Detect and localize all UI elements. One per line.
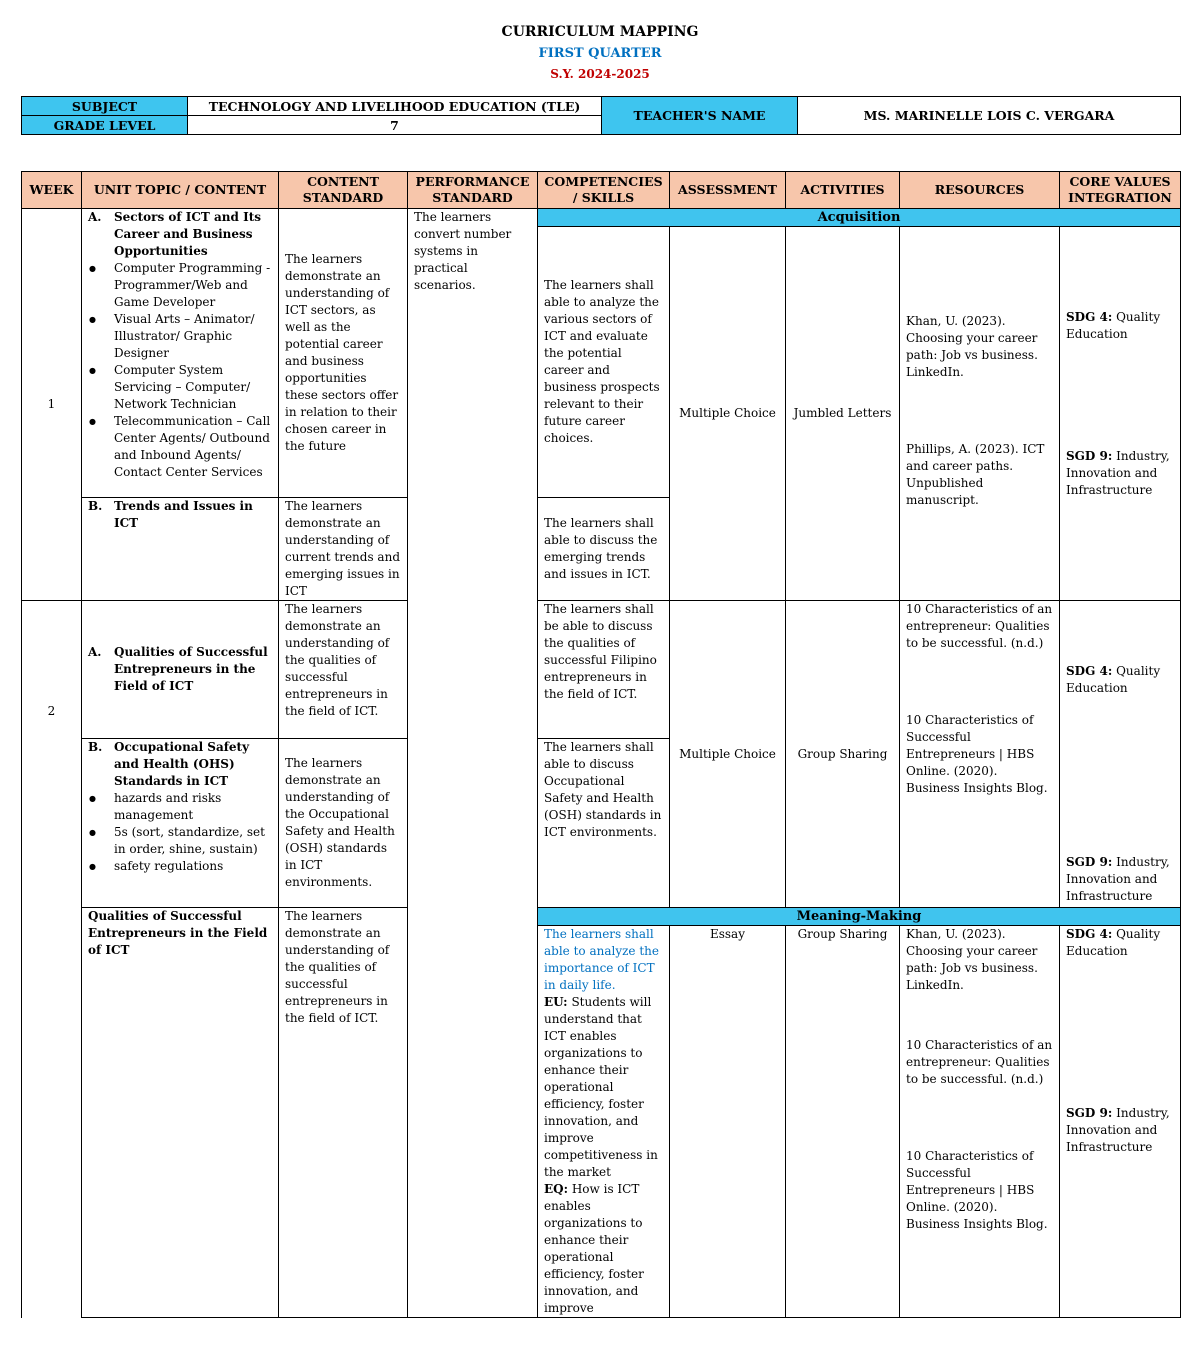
activity-cell: Group Sharing xyxy=(786,601,900,908)
core-value-item xyxy=(1066,926,1174,960)
core-value-item xyxy=(1066,854,1174,905)
core-value-code: SDG 4: xyxy=(1066,664,1113,678)
topic-title: Qualities of Successful Entrepreneurs in the Field of ICT xyxy=(114,645,268,693)
assessment-cell: Multiple Choice xyxy=(670,227,786,601)
teacher-value: MS. MARINELLE LOIS C. VERGARA xyxy=(798,97,1181,135)
core-value-text: Industry, Innovation and Infrastructure xyxy=(1066,1106,1170,1154)
essential-question xyxy=(544,1181,663,1317)
competency-cell: The learners shall be able to discuss the qualities of successful Filipino entrepreneurs in the field of ICT. xyxy=(538,601,670,739)
core-value-code: SGD 9: xyxy=(1066,855,1113,869)
school-year-label: S.Y. 2024-2025 xyxy=(550,67,650,81)
resource-item: 10 Characteristics of Successful Entrepreneurs | HBS Online. (2020). Business Insights Blog. xyxy=(906,713,1048,795)
resource-item: 10 Characteristics of an entrepreneur: Qualities to be successful. (n.d.) xyxy=(906,602,1053,650)
activity-cell: Jumbled Letters xyxy=(786,227,900,601)
col-header-core-values: CORE VALUES INTEGRATION xyxy=(1060,172,1181,209)
core-value-code: SGD 9: xyxy=(1066,449,1113,463)
topic-letter: A. xyxy=(88,210,102,224)
list-item: ● Telecommunication – Call Center Agents/ Outbound and Inbound Agents/ Contact Center Services xyxy=(114,413,272,481)
core-values-cell xyxy=(1060,601,1181,908)
unit-topic-cell xyxy=(82,209,279,498)
list-item: ● Computer System Servicing – Computer/ Network Technician xyxy=(114,362,272,413)
section-acquisition: Acquisition xyxy=(538,209,1181,227)
competency-cell xyxy=(538,926,670,1318)
core-value-text: Quality Education xyxy=(1066,310,1161,341)
topic-bullet-list xyxy=(88,790,272,875)
content-standard-cell: The learners demonstrate an understanding of ICT sectors, as well as the potential career and business opportunities these sectors offer in relation to their chosen career in the future xyxy=(279,209,408,498)
eq-label: EQ: xyxy=(544,1182,569,1196)
core-value-code: SDG 4: xyxy=(1066,927,1113,941)
col-header-performance-standard: PERFORMANCE STANDARD xyxy=(408,172,538,209)
activity-cell: Group Sharing xyxy=(786,926,900,1318)
competency-text: The learners shall able to analyze the importance of ICT in daily life. xyxy=(544,927,659,992)
competency-cell: The learners shall able to discuss the emerging trends and issues in ICT. xyxy=(538,498,670,601)
col-header-resources: RESOURCES xyxy=(900,172,1060,209)
performance-standard-cell: The learners convert number systems in practical scenarios. xyxy=(408,209,538,1318)
col-header-assessment: ASSESSMENT xyxy=(670,172,786,209)
teacher-label: TEACHER'S NAME xyxy=(602,97,798,135)
resources-cell xyxy=(900,926,1060,1318)
enduring-understanding xyxy=(544,994,663,1181)
eu-label: EU: xyxy=(544,995,568,1009)
list-item: ● Computer Programming - Programmer/Web and Game Developer xyxy=(114,260,272,311)
core-value-text: Quality Education xyxy=(1066,664,1161,695)
col-header-week: WEEK xyxy=(22,172,82,209)
table-row xyxy=(22,908,1181,926)
topic-title: Occupational Safety and Health (OHS) Standards in ICT xyxy=(114,740,250,788)
core-value-text: Industry, Innovation and Infrastructure xyxy=(1066,855,1170,903)
assessment-cell: Multiple Choice xyxy=(670,601,786,908)
eq-text: How is ICT enables organizations to enhance their operational efficiency, foster innovation, and improve xyxy=(544,1182,644,1315)
col-header-activities: ACTIVITIES xyxy=(786,172,900,209)
core-values-cell xyxy=(1060,227,1181,601)
resource-item: 10 Characteristics of an entrepreneur: Qualities to be successful. (n.d.) xyxy=(906,1038,1053,1086)
core-value-item xyxy=(1066,448,1174,499)
core-value-code: SDG 4: xyxy=(1066,310,1113,324)
week-number: 2 xyxy=(22,601,82,1318)
grade-level-label: GRADE LEVEL xyxy=(22,116,188,135)
table-row xyxy=(22,601,1181,739)
topic-bullet-list xyxy=(88,260,272,481)
resources-cell xyxy=(900,601,1060,908)
topic-letter: A. xyxy=(88,645,102,659)
list-item: ● Visual Arts – Animator/ Illustrator/ Graphic Designer xyxy=(114,311,272,362)
eu-text: Students will understand that ICT enables organizations to enhance their operational efficiency, foster innovation, and improve competitiveness in the market xyxy=(544,995,658,1179)
info-table xyxy=(21,96,1181,135)
grade-level-value: 7 xyxy=(188,116,602,135)
resources-cell xyxy=(900,227,1060,601)
quarter-label: FIRST QUARTER xyxy=(538,46,662,61)
assessment-cell: Essay xyxy=(670,926,786,1318)
core-value-code: SGD 9: xyxy=(1066,1106,1113,1120)
core-value-item xyxy=(1066,309,1174,343)
resource-item: Khan, U. (2023). Choosing your career path: Job vs business. LinkedIn. xyxy=(906,314,1038,379)
content-standard-cell: The learners demonstrate an understanding of the qualities of successful entrepreneurs in the field of ICT. xyxy=(279,908,408,1318)
core-value-item xyxy=(1066,1105,1174,1156)
col-header-unit-topic: UNIT TOPIC / CONTENT xyxy=(82,172,279,209)
list-item: ● hazards and risks management xyxy=(114,790,272,824)
unit-topic-cell xyxy=(82,498,279,601)
content-standard-cell: The learners demonstrate an understanding of current trends and emerging issues in ICT xyxy=(279,498,408,601)
competency-cell: The learners shall able to analyze the various sectors of ICT and evaluate the potential career and business prospects relevant to their future career choices. xyxy=(538,227,670,498)
col-header-content-standard: CONTENT STANDARD xyxy=(279,172,408,209)
page-title: CURRICULUM MAPPING xyxy=(501,24,699,40)
topic-title: Trends and Issues in ICT xyxy=(114,499,253,530)
topic-title: Sectors of ICT and Its Career and Business Opportunities xyxy=(114,210,262,258)
unit-topic-cell xyxy=(82,601,279,739)
list-item: ● safety regulations xyxy=(114,858,272,875)
week-number: 1 xyxy=(22,209,82,601)
core-value-text: Industry, Innovation and Infrastructure xyxy=(1066,449,1170,497)
subject-label: SUBJECT xyxy=(22,97,188,116)
curriculum-map-table xyxy=(21,171,1181,1318)
resource-item: 10 Characteristics of Successful Entrepreneurs | HBS Online. (2020). Business Insights Blog. xyxy=(906,1149,1048,1231)
core-value-item xyxy=(1066,663,1174,697)
topic-letter: B. xyxy=(88,740,103,754)
resource-item: Phillips, A. (2023). ICT and career paths. Unpublished manuscript. xyxy=(906,442,1045,507)
competency-cell: The learners shall able to discuss Occupational Safety and Health (OSH) standards in ICT environments. xyxy=(538,739,670,908)
topic-letter: B. xyxy=(88,499,103,513)
core-values-cell xyxy=(1060,926,1181,1318)
list-item: ● 5s (sort, standardize, set in order, shine, sustain) xyxy=(114,824,272,858)
content-standard-cell: The learners demonstrate an understanding of the qualities of successful entrepreneurs in the field of ICT. xyxy=(279,601,408,739)
column-header-row xyxy=(22,172,1181,209)
table-row xyxy=(22,209,1181,227)
core-value-text: Quality Education xyxy=(1066,927,1161,958)
section-meaning-making: Meaning-Making xyxy=(538,908,1181,926)
col-header-competencies: COMPETENCIES / SKILLS xyxy=(538,172,670,209)
content-standard-cell: The learners demonstrate an understanding of the Occupational Safety and Health (OSH) standards in ICT environments. xyxy=(279,739,408,908)
resource-item: Khan, U. (2023). Choosing your career path: Job vs business. LinkedIn. xyxy=(906,927,1038,992)
subject-value: TECHNOLOGY AND LIVELIHOOD EDUCATION (TLE) xyxy=(188,97,602,116)
unit-topic-cell: Qualities of Successful Entrepreneurs in the Field of ICT xyxy=(82,908,279,1318)
unit-topic-cell xyxy=(82,739,279,908)
